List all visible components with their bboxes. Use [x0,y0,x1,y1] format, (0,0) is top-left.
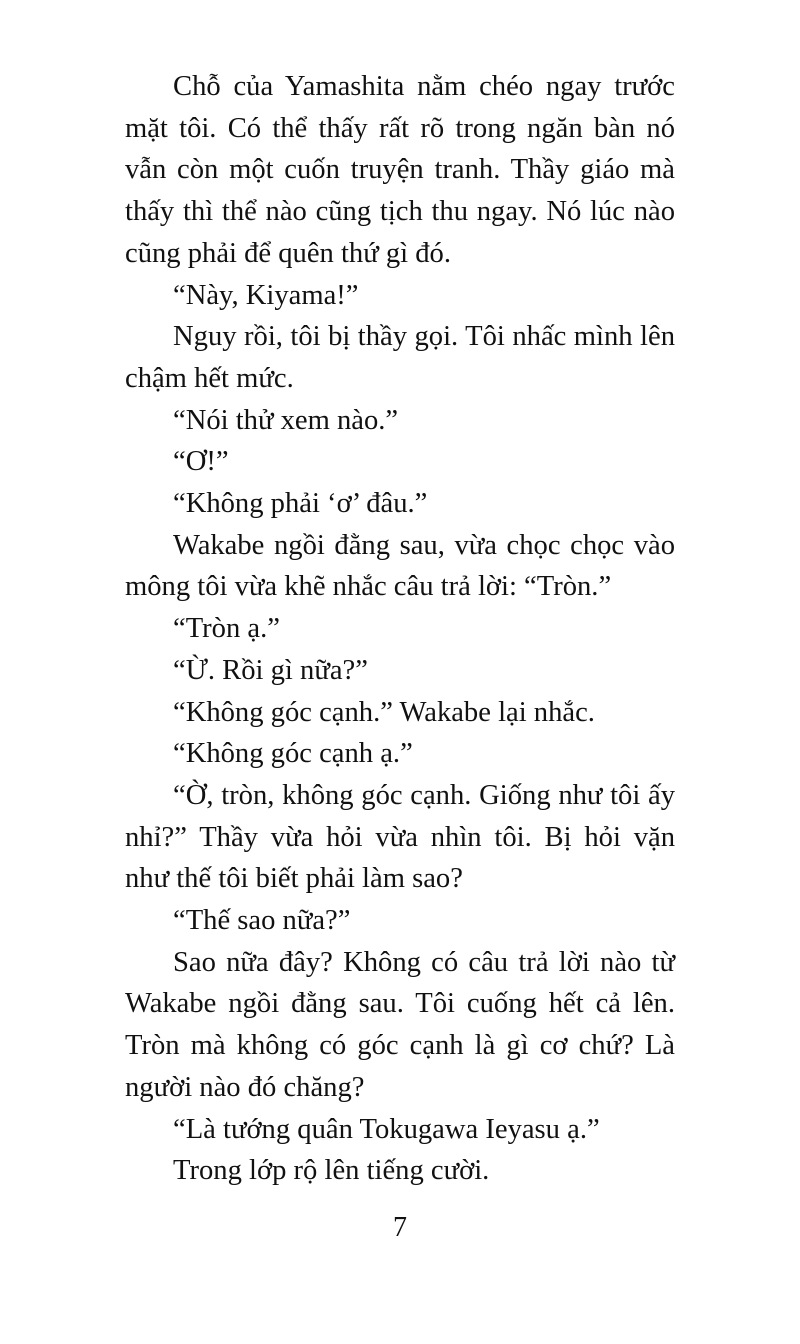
paragraph-like-me: “Ờ, tròn, không góc cạnh. Giống như tôi ấy nhỉ?” Thầy vừa hỏi vừa nhìn tôi. Bị hỏi vặn như thế tôi biết phải làm sao? [125,779,675,895]
paragraph-stand-up: Nguy rồi, tôi bị thầy gọi. Tôi nhấc mình lên chậm hết mức. [125,321,675,394]
paragraph-teacher-calls: “Này, Kiyama!” [173,279,359,311]
paragraph-tokugawa: “Là tướng quân Tokugawa Ieyasu ạ.” [173,1113,600,1145]
page-number: 7 [393,1212,407,1243]
paragraph-what-else: “Ừ. Rồi gì nữa?” [173,654,368,686]
paragraph-no-corners: “Không góc cạnh ạ.” [173,738,413,770]
paragraph-say-it: “Nói thử xem nào.” [173,404,399,436]
paragraph-round: “Tròn ạ.” [173,613,280,645]
paragraph-and-then: “Thế sao nữa?” [173,905,351,937]
paragraph-no-corners-hint: “Không góc cạnh.” Wakabe lại nhắc. [173,696,595,728]
paragraph-uh: “Ơ!” [173,446,229,478]
paragraph-not-uh: “Không phải ‘ơ’ đâu.” [173,488,428,520]
paragraph-panic: Sao nữa đây? Không có câu trả lời nào từ Wakabe ngồi đằng sau. Tôi cuống hết cả lên. Tròn mà không có góc cạnh là gì cơ chứ? Là người nào đó chăng? [125,946,675,1103]
paragraph-laughter: Trong lớp rộ lên tiếng cười. [173,1155,490,1187]
paragraph-wakabe-whispers: Wakabe ngồi đằng sau, vừa chọc chọc vào mông tôi vừa khẽ nhắc câu trả lời: “Tròn.” [125,529,675,603]
page-body [125,66,675,1192]
paragraph-yamashita-seat: Chỗ của Yamashita nằm chéo ngay trước mặt tôi. Có thể thấy rất rõ trong ngăn bàn nó vẫn còn một cuốn truyện tranh. Thầy giáo mà thấy thì thể nào cũng tịch thu ngay. Nó lúc nào cũng phải để quên thứ gì đó. [125,71,675,269]
